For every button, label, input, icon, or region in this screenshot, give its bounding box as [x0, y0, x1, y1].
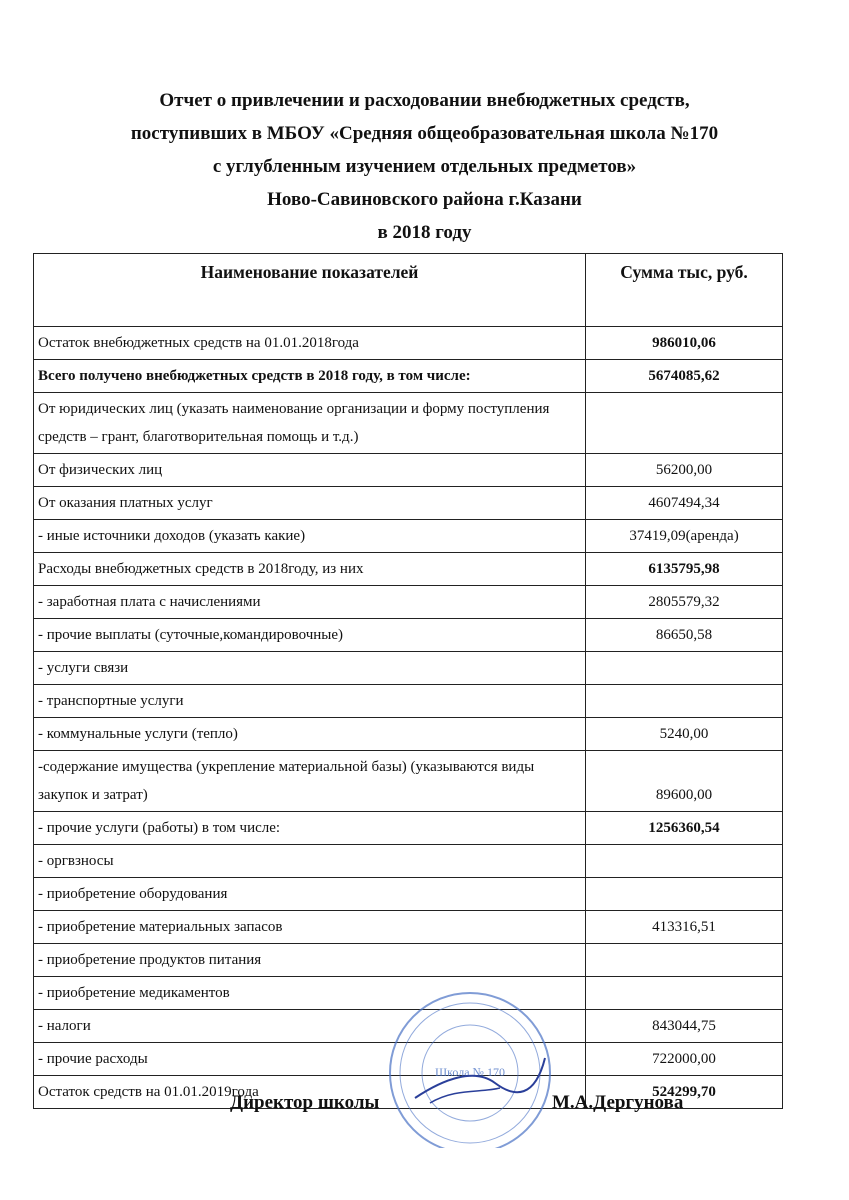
row-value: 4607494,34: [586, 487, 783, 520]
table-row: [34, 553, 783, 586]
row-value: 524299,70: [586, 1076, 783, 1109]
row-value: 413316,51: [586, 911, 783, 944]
table-row: [34, 652, 783, 685]
row-label: От юридических лиц (указать наименование организации и форму поступления средств – грант, благотворительная помощь и т.д.): [34, 393, 586, 454]
row-value: [586, 652, 783, 685]
row-value: [586, 845, 783, 878]
row-label: - прочие выплаты (суточные,командировочные): [34, 619, 586, 652]
header-sum: Сумма тыс, руб.: [586, 254, 783, 327]
row-value: [586, 977, 783, 1010]
row-label: - услуги связи: [34, 652, 586, 685]
row-label: - заработная плата с начислениями: [34, 586, 586, 619]
table-row: [34, 327, 783, 360]
row-label: - коммунальные услуги (тепло): [34, 718, 586, 751]
table-row: [34, 619, 783, 652]
table-row: [34, 751, 783, 812]
row-value: 6135795,98: [586, 553, 783, 586]
row-label: Остаток внебюджетных средств на 01.01.2018года: [34, 327, 586, 360]
report-table: [33, 253, 783, 1109]
row-value: 56200,00: [586, 454, 783, 487]
row-value: [586, 878, 783, 911]
table-row: [34, 520, 783, 553]
row-value: 1256360,54: [586, 812, 783, 845]
handwritten-signature: [430, 1088, 500, 1103]
row-label: - приобретение медикаментов: [34, 977, 586, 1010]
row-value: 5240,00: [586, 718, 783, 751]
school-stamp: [385, 988, 565, 1148]
row-value: 5674085,62: [586, 360, 783, 393]
row-label: Всего получено внебюджетных средств в 2018 году, в том числе:: [34, 360, 586, 393]
table-row: [34, 944, 783, 977]
row-value: 37419,09(аренда): [586, 520, 783, 553]
row-label: Расходы внебюджетных средств в 2018году, из них: [34, 553, 586, 586]
row-label: - транспортные услуги: [34, 685, 586, 718]
row-label: - приобретение оборудования: [34, 878, 586, 911]
row-label: -содержание имущества (укрепление материальной базы) (указываются виды закупок и затрат): [34, 751, 586, 812]
table-row: [34, 878, 783, 911]
row-value: 843044,75: [586, 1010, 783, 1043]
row-label: - иные источники доходов (указать какие): [34, 520, 586, 553]
title-line: в 2018 году: [377, 222, 472, 243]
stamp-text: Школа № 170: [435, 1065, 505, 1079]
row-label: От оказания платных услуг: [34, 487, 586, 520]
table-row: [34, 812, 783, 845]
row-value: 2805579,32: [586, 586, 783, 619]
row-label: - оргвзносы: [34, 845, 586, 878]
table-row: [34, 718, 783, 751]
report-title: [0, 84, 849, 249]
table-row: [34, 685, 783, 718]
table-row: [34, 360, 783, 393]
row-label: - приобретение материальных запасов: [34, 911, 586, 944]
title-line: Ново-Савиновского района г.Казани: [267, 189, 582, 210]
signature-name: М.А.Дергунова: [552, 1092, 684, 1113]
row-value: [586, 685, 783, 718]
table-row: [34, 454, 783, 487]
table-header: [34, 254, 783, 327]
title-line: поступивших в МБОУ «Средняя общеобразовательная школа №170: [130, 123, 719, 144]
row-value: 89600,00: [586, 751, 783, 812]
header-name: Наименование показателей: [34, 254, 586, 327]
row-label: - приобретение продуктов питания: [34, 944, 586, 977]
row-label: - налоги: [34, 1010, 586, 1043]
title-line: Отчет о привлечении и расходовании внебюджетных средств,: [159, 90, 690, 111]
row-label: От физических лиц: [34, 454, 586, 487]
row-value: 986010,06: [586, 327, 783, 360]
table-row: [34, 845, 783, 878]
row-label: - прочие услуги (работы) в том числе:: [34, 812, 586, 845]
row-label: Остаток средств на 01.01.2019года: [34, 1076, 586, 1109]
table-row: [34, 911, 783, 944]
row-value: 86650,58: [586, 619, 783, 652]
row-label: - прочие расходы: [34, 1043, 586, 1076]
row-value: [586, 393, 783, 454]
row-value: [586, 944, 783, 977]
row-value: 722000,00: [586, 1043, 783, 1076]
table-row: [34, 487, 783, 520]
table-row: [34, 586, 783, 619]
table-row: [34, 393, 783, 454]
title-line: с углубленным изучением отдельных предметов»: [212, 156, 637, 177]
signature-position: Директор школы: [230, 1092, 380, 1113]
